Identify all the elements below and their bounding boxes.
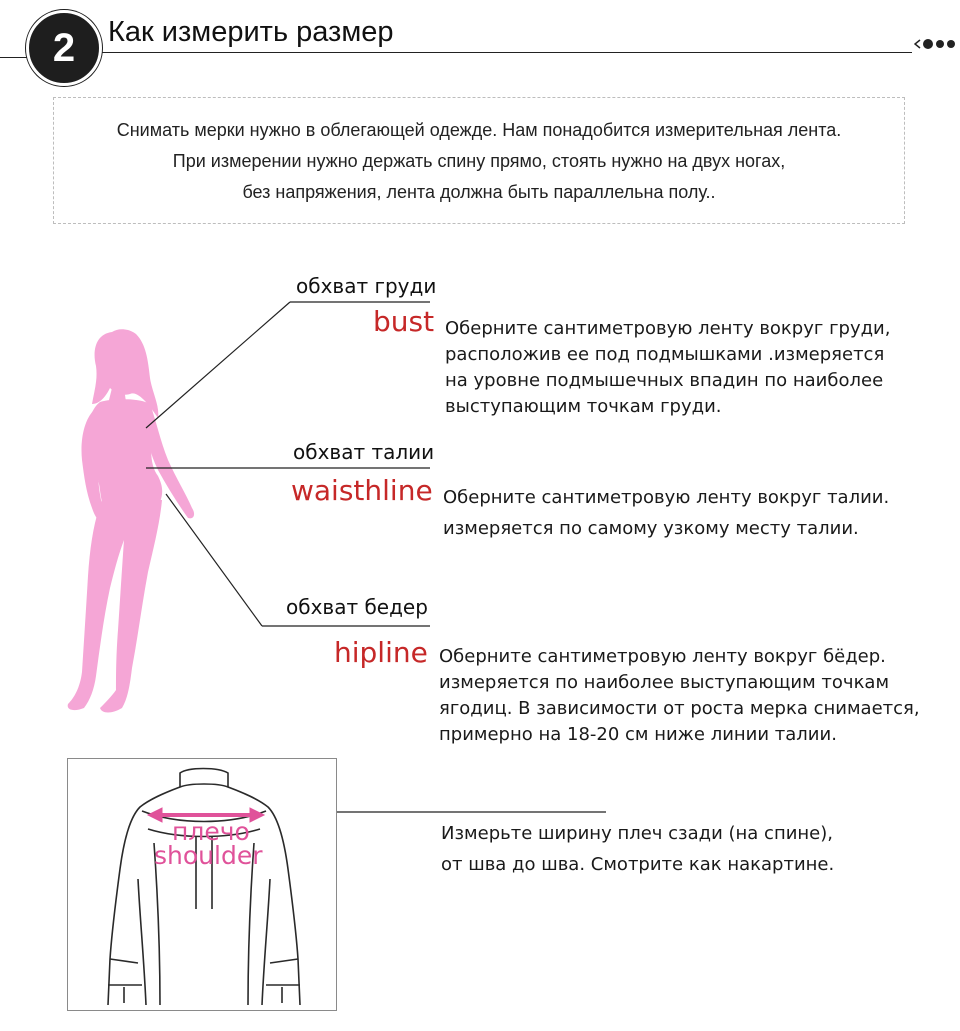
waist-label-en: waisthline — [291, 474, 433, 507]
hip-label-ru: обхват бедер — [286, 595, 428, 619]
bust-desc-line: Оберните сантиметровую ленту вокруг груди, — [445, 318, 891, 339]
shirt-diagram — [67, 758, 337, 1011]
hip-label-en: hipline — [334, 636, 428, 669]
step-number-badge: 2 — [26, 10, 102, 86]
woman-silhouette — [68, 329, 194, 712]
shoulder-desc-line: от шва до шва. Смотрите как накартине. — [441, 854, 835, 875]
page-title: Как измерить размер — [108, 16, 394, 48]
waist-label-ru: обхват талии — [293, 440, 435, 464]
waist-desc-line: Оберните сантиметровую ленту вокруг талии. — [443, 487, 890, 508]
bust-description — [445, 316, 890, 420]
bust-desc-line: на уровне подмышечных впадин по наиболее — [445, 370, 884, 391]
hip-desc-line: измеряется по наиболее выступающим точкам — [439, 672, 890, 693]
waist-desc-line: измеряется по самому узкому месту талии. — [443, 518, 859, 539]
waist-description — [443, 482, 889, 544]
hip-desc-line: Оберните сантиметровую ленту вокруг бёдер. — [439, 646, 886, 667]
intro-line-3: без напряжения, лента должна быть параллельна полу.. — [242, 182, 716, 202]
intro-line-2: При измерении нужно держать спину прямо, стоять нужно на двух ногах, — [172, 151, 786, 171]
bust-desc-line: расположив ее под подмышками .измеряется — [445, 344, 885, 365]
shoulder-description — [441, 818, 834, 880]
intro-line-1: Снимать мерки нужно в облегающей одежде. Нам понадобится измерительная лента. — [116, 120, 842, 140]
bust-label-ru: обхват груди — [296, 274, 437, 298]
hip-desc-line: ягодиц. В зависимости от роста мерка снимается, — [439, 698, 920, 719]
bust-label-en: bust — [373, 305, 435, 338]
hip-desc-line: примерно на 18-20 см ниже линии талии. — [439, 724, 837, 745]
hip-description — [439, 644, 920, 748]
shirt-back-outline-icon — [68, 759, 336, 1010]
shoulder-label-en: shoulder — [154, 841, 263, 870]
shoulder-label-ru: плечо — [172, 817, 250, 846]
shoulder-desc-line: Измерьте ширину плеч сзади (на спине), — [441, 823, 834, 844]
bust-desc-line: выступающим точкам груди. — [445, 396, 722, 417]
